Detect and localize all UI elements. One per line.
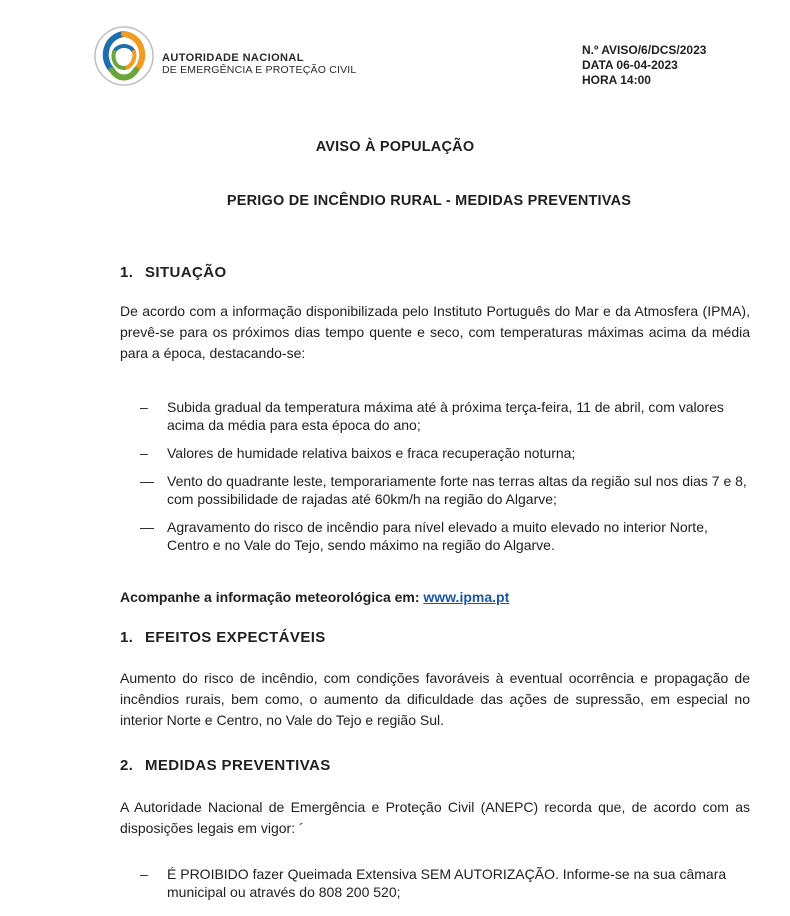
document-title: AVISO À POPULAÇÃO (315, 139, 475, 155)
follow-text: Acompanhe a informação meteorológica em: (120, 589, 424, 605)
anepc-logo-icon (92, 24, 156, 88)
section-situation-heading (120, 264, 227, 281)
bullet-dash: – (140, 866, 148, 882)
list-item-text: Vento do quadrante leste, temporariamente forte nas terras altas da região sul nos dias 7 e 8, com possibilidade de rajadas até 60km/h na região do Algarve; (167, 473, 747, 507)
section-measures-heading (120, 757, 331, 774)
bullet-dash: — (140, 473, 154, 489)
list-item (140, 865, 752, 901)
notice-time: HORA 14:00 (582, 73, 651, 87)
section-title: SITUAÇÃO (145, 264, 227, 281)
bullet-dash: – (140, 445, 148, 461)
situation-intro: De acordo com a informação disponibilizada pelo Instituto Português do Mar e da Atmosfera (IPMA), prevê-se para os próximos dias tempo quente e seco, com temperaturas máximas acima da média para a época, destacando-se: (120, 303, 750, 361)
section-number: 1. (120, 629, 134, 646)
follow-weather-info (120, 589, 509, 605)
bullet-dash: – (140, 399, 148, 415)
section-title: EFEITOS EXPECTÁVEIS (145, 629, 326, 646)
notice-date: DATA 06-04-2023 (582, 58, 678, 72)
bullet-dash: — (140, 519, 154, 535)
list-item-text: É PROIBIDO fazer Queimada Extensiva SEM AUTORIZAÇÃO. Informe-se na sua câmara municipal ou através do 808 200 520; (167, 866, 727, 900)
list-item (140, 518, 752, 554)
org-name-line1: AUTORIDADE NACIONAL (162, 52, 304, 64)
section-number: 2. (120, 757, 134, 774)
list-item (140, 444, 752, 462)
notice-metadata (582, 43, 706, 88)
logo-arc-green (112, 70, 136, 78)
section-effects-heading (120, 629, 326, 646)
list-item-text: Agravamento do risco de incêndio para nível elevado a muito elevado no interior Norte, Centro e no Vale do Tejo, sendo máximo na região do Algarve. (167, 519, 708, 553)
list-item-text: Subida gradual da temperatura máxima até à próxima terça-feira, 11 de abril, com valores acima da média para esta época do ano; (167, 399, 724, 433)
organization-name (162, 52, 356, 76)
section-title: MEDIDAS PREVENTIVAS (145, 757, 331, 774)
org-name-line2: DE EMERGÊNCIA E PROTEÇÃO CIVIL (162, 64, 357, 76)
effects-body: Aumento do risco de incêndio, com condições favoráveis à eventual ocorrência e propagação de incêndios rurais, bem como, o aumento da dificuldade das ações de supressão, em especial no interior Norte e Centro, no Vale do Tejo e região Sul. (120, 670, 750, 728)
list-item (140, 398, 752, 434)
document-subtitle: PERIGO DE INCÊNDIO RURAL - MEDIDAS PREVENTIVAS (226, 193, 632, 209)
notice-number: N.º AVISO/6/DCS/2023 (582, 43, 707, 57)
section-number: 1. (120, 264, 134, 281)
ipma-link[interactable]: www.ipma.pt (423, 589, 510, 605)
list-item (140, 472, 752, 508)
list-item-text: Valores de humidade relativa baixos e fraca recuperação noturna; (167, 445, 576, 461)
measures-intro: A Autoridade Nacional de Emergência e Proteção Civil (ANEPC) recorda que, de acordo com as disposições legais em vigor: ´ (120, 799, 750, 836)
